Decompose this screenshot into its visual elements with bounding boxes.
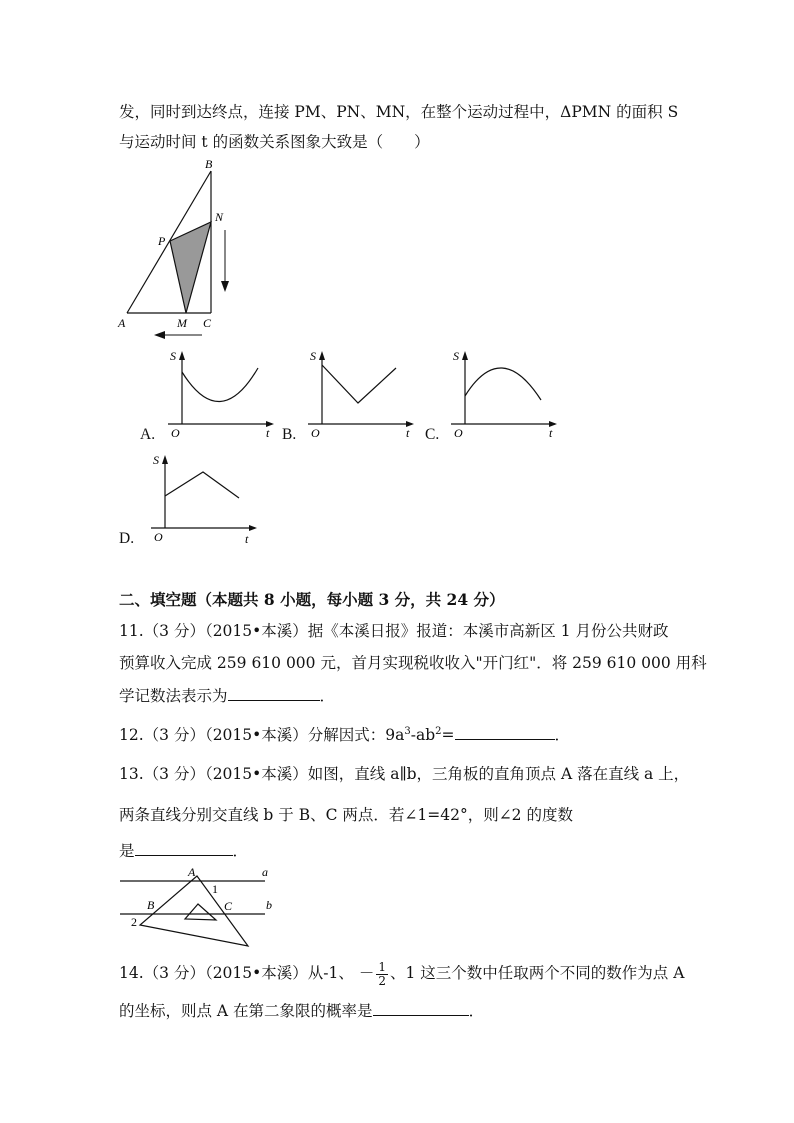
q12-eq: = bbox=[441, 726, 455, 745]
origin-label: O bbox=[154, 530, 163, 544]
origin-label: O bbox=[311, 426, 320, 440]
graph-option-b bbox=[300, 348, 420, 438]
q13-label-A: A bbox=[188, 865, 196, 879]
q10-line-2: 与运动时间 t 的函数关系图象大致是（ ） bbox=[119, 133, 430, 151]
q13-line-3-suffix: ． bbox=[232, 842, 249, 860]
q13-label-a: a bbox=[262, 865, 268, 879]
q14-line-2-suffix: ． bbox=[468, 1002, 485, 1020]
q11-line-2: 预算收入完成 259 610 000 元，首月实现税收收入"开门红"．将 259 610 000 用科 bbox=[119, 654, 707, 672]
label-B: B bbox=[205, 157, 213, 171]
axis-t-label: t bbox=[266, 426, 270, 440]
option-b-label[interactable]: B. bbox=[282, 426, 297, 443]
q13-label-1: 1 bbox=[212, 882, 218, 896]
q14-line-1 bbox=[119, 959, 684, 988]
q10-line-1: 发，同时到达终点，连接 PM、PN、MN，在整个运动过程中，ΔPMN 的面积 S bbox=[119, 103, 679, 121]
q12-line bbox=[119, 721, 570, 746]
q11-answer-blank[interactable] bbox=[228, 684, 320, 701]
q13-label-C: C bbox=[224, 899, 233, 913]
q12-suffix: ． bbox=[554, 726, 571, 745]
q12-mid: -ab bbox=[410, 726, 436, 745]
option-d-label[interactable]: D. bbox=[119, 530, 135, 547]
axis-t-label: t bbox=[406, 426, 410, 440]
axis-s-label: S bbox=[170, 349, 176, 363]
q11-line-3 bbox=[119, 684, 335, 707]
q14-line-2-prefix: 的坐标，则点 A 在第二象限的概率是 bbox=[119, 1002, 373, 1020]
q14-minus: － bbox=[358, 964, 375, 982]
q14-fraction bbox=[376, 961, 388, 988]
q14-after: 、1 这三个数中任取两个不同的数作为点 A bbox=[389, 964, 685, 982]
label-C: C bbox=[203, 316, 212, 330]
q12-answer-blank[interactable] bbox=[455, 723, 555, 740]
origin-label: O bbox=[454, 426, 463, 440]
axis-t-label: t bbox=[245, 532, 249, 546]
label-M: M bbox=[177, 316, 187, 330]
q12-sup-2: 2 bbox=[435, 726, 442, 737]
q14-line-2 bbox=[119, 999, 484, 1022]
q13-label-B: B bbox=[147, 898, 155, 912]
axis-t-label: t bbox=[549, 426, 553, 440]
q12-sup-1: 3 bbox=[404, 726, 411, 737]
graph-option-d bbox=[143, 452, 263, 544]
origin-label: O bbox=[171, 426, 180, 440]
q13-line-1: 13.（3 分）（2015•本溪）如图，直线 a∥b，三角板的直角顶点 A 落在直线 a 上， bbox=[119, 765, 690, 783]
option-c-label[interactable]: C. bbox=[425, 426, 440, 443]
label-P: P bbox=[158, 234, 166, 248]
q13-line-3-prefix: 是 bbox=[119, 842, 135, 860]
q13-parallel-lines-figure bbox=[115, 862, 285, 952]
q14-prefix: 14.（3 分）（2015•本溪）从-1、 bbox=[119, 964, 354, 982]
axis-s-label: S bbox=[453, 349, 459, 363]
q13-answer-blank[interactable] bbox=[135, 839, 233, 856]
section-2-heading: 二、填空题（本题共 8 小题，每小题 3 分，共 24 分） bbox=[119, 590, 505, 609]
q13-line-2: 两条直线分别交直线 b 于 B、C 两点．若∠1=42°，则∠2 的度数 bbox=[119, 806, 573, 824]
q14-answer-blank[interactable] bbox=[373, 999, 469, 1016]
label-A: A bbox=[118, 316, 126, 330]
q11-line-1: 11.（3 分）（2015•本溪）据《本溪日报》报道：本溪市高新区 1 月份公共财政 bbox=[119, 622, 669, 640]
q14-frac-den: 2 bbox=[378, 973, 386, 988]
q11-line-3-prefix: 学记数法表示为 bbox=[119, 687, 228, 705]
label-N: N bbox=[215, 210, 224, 224]
q13-label-b: b bbox=[266, 898, 272, 912]
q13-label-2: 2 bbox=[131, 915, 137, 929]
q14-frac-num: 1 bbox=[378, 959, 386, 974]
q13-line-3 bbox=[119, 839, 248, 862]
axis-s-label: S bbox=[310, 349, 316, 363]
q12-prefix: 12.（3 分）（2015•本溪）分解因式：9a bbox=[119, 726, 405, 745]
option-a-label[interactable]: A. bbox=[140, 426, 156, 443]
graph-option-a bbox=[160, 348, 280, 438]
q11-line-3-suffix: ． bbox=[319, 687, 336, 705]
graph-option-c bbox=[443, 348, 563, 438]
axis-s-label: S bbox=[153, 453, 159, 467]
q10-triangle-figure bbox=[115, 155, 245, 340]
